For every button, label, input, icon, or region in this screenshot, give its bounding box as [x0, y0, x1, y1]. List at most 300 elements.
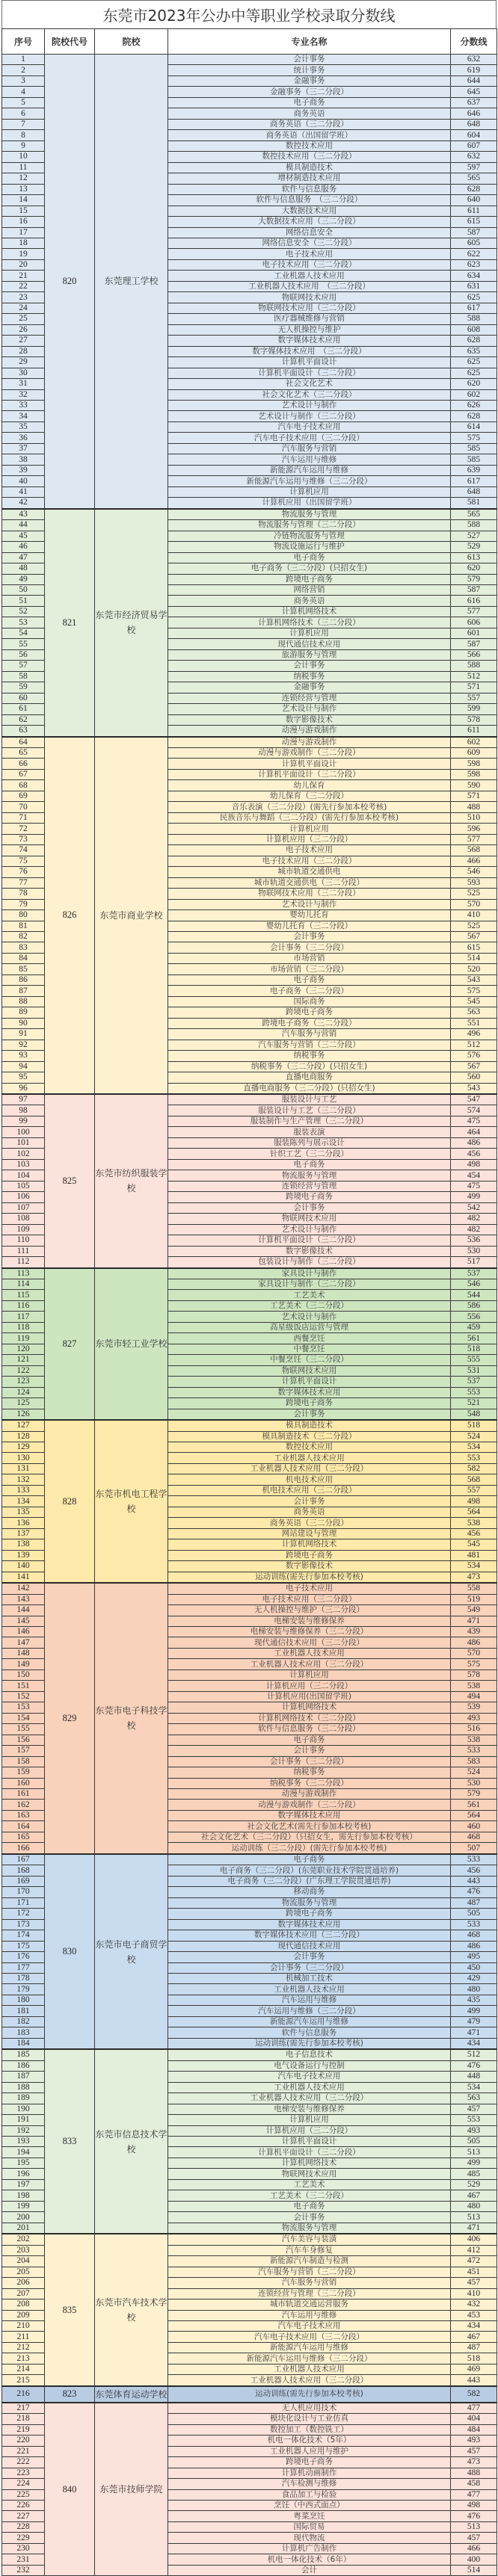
row-seq: 10	[2, 152, 45, 162]
school-code: 828	[45, 1420, 95, 1583]
school-code: 825	[45, 1094, 95, 1268]
score-line: 561	[451, 1333, 497, 1344]
row-seq: 118	[2, 1322, 45, 1332]
row-seq: 217	[2, 2403, 45, 2414]
school-code: 833	[45, 2049, 95, 2234]
row-seq: 117	[2, 1312, 45, 1322]
score-line: 628	[451, 336, 497, 346]
score-line: 482	[451, 1224, 497, 1235]
row-seq: 109	[2, 1224, 45, 1235]
score-line: 443	[451, 2375, 497, 2386]
major-name: 会计事务（三二分段）	[168, 1962, 451, 1973]
score-line: 645	[451, 87, 497, 97]
score-line: 606	[451, 617, 497, 628]
major-name: 计算机平面设计	[168, 357, 451, 368]
score-line: 648	[451, 119, 497, 129]
row-seq: 1	[2, 55, 45, 65]
score-line: 538	[451, 1735, 497, 1745]
score-line: 525	[451, 921, 497, 931]
school-name: 东莞市信息技术学校	[95, 2049, 168, 2234]
row-seq: 138	[2, 1539, 45, 1550]
major-name: 物流服务与管理	[168, 2223, 451, 2234]
major-name: 服装设计与工艺	[168, 1094, 451, 1105]
major-name: 新能源汽车运用与维修	[168, 465, 451, 475]
row-seq: 136	[2, 1518, 45, 1528]
major-name: 跨境电子商务（三二分段）	[168, 1018, 451, 1028]
row-seq: 113	[2, 1268, 45, 1279]
school-name: 东莞市纺织服装学校	[95, 1094, 168, 1268]
major-name: 会计事务	[168, 1409, 451, 1420]
major-name: 旅游服务与管理	[168, 649, 451, 660]
score-line: 412	[451, 2245, 497, 2255]
score-line: 529	[451, 542, 497, 552]
major-name: 计算机应用（三二分段）	[168, 834, 451, 844]
score-line: 482	[451, 1214, 497, 1224]
row-seq: 45	[2, 531, 45, 541]
major-name: 计算机应用（三二分段）	[168, 1681, 451, 1691]
score-line: 484	[451, 2424, 497, 2435]
score-line: 512	[451, 1040, 497, 1050]
row-seq: 105	[2, 1181, 45, 1191]
admission-score-table	[1, 28, 497, 2576]
row-seq: 208	[2, 2299, 45, 2310]
row-seq: 197	[2, 2179, 45, 2190]
score-line: 479	[451, 2016, 497, 2027]
score-line: 599	[451, 704, 497, 714]
row-seq: 31	[2, 379, 45, 389]
major-name: 汽车运用与维修	[168, 2310, 451, 2320]
score-line: 644	[451, 75, 497, 86]
major-name: 工业机器人技术应用（三二分段）	[168, 2093, 451, 2104]
row-seq: 15	[2, 206, 45, 216]
row-seq: 100	[2, 1127, 45, 1137]
score-line: 451	[451, 2267, 497, 2277]
score-line: 466	[451, 856, 497, 866]
score-line: 471	[451, 2223, 497, 2234]
major-name: 社会文化艺术	[168, 379, 451, 389]
table-row	[2, 2234, 497, 2245]
score-line: 620	[451, 563, 497, 574]
row-seq: 119	[2, 1333, 45, 1344]
row-seq: 181	[2, 2006, 45, 2016]
score-line: 476	[451, 1887, 497, 1897]
row-seq: 25	[2, 314, 45, 324]
score-line: 536	[451, 1235, 497, 1246]
table-row	[2, 55, 497, 65]
row-seq: 212	[2, 2342, 45, 2353]
score-line: 464	[451, 1127, 497, 1137]
major-name: 计算机应用	[168, 487, 451, 497]
score-line: 601	[451, 628, 497, 638]
major-name: 幼儿保育	[168, 780, 451, 791]
major-name: 汽车美容与装潢	[168, 2234, 451, 2245]
row-seq: 6	[2, 108, 45, 119]
row-seq: 202	[2, 2234, 45, 2245]
major-name: 物联网技术应用	[168, 292, 451, 303]
row-seq: 140	[2, 1561, 45, 1572]
row-seq: 52	[2, 606, 45, 617]
row-seq: 99	[2, 1116, 45, 1126]
score-line: 558	[451, 1583, 497, 1594]
row-seq: 135	[2, 1507, 45, 1517]
score-line: 471	[451, 1616, 497, 1626]
major-name: 模块化设计与工业仿真	[168, 2414, 451, 2424]
score-line: 434	[451, 2320, 497, 2331]
major-name: 会计事务	[168, 661, 451, 671]
table-header-row	[2, 29, 497, 55]
row-seq: 125	[2, 1398, 45, 1409]
row-seq: 72	[2, 824, 45, 834]
score-line: 534	[451, 1561, 497, 1572]
major-name: 数字影像技术	[168, 714, 451, 725]
row-seq: 213	[2, 2353, 45, 2364]
row-seq: 155	[2, 1724, 45, 1735]
major-name: 计算机网络技术	[168, 606, 451, 617]
major-name: 数字媒体技术应用	[168, 1810, 451, 1820]
score-line: 475	[451, 1181, 497, 1191]
major-name: 商务英语（三二分段）	[168, 119, 451, 129]
major-name: 计算机网络技术	[168, 1539, 451, 1550]
major-name: 服装表演	[168, 1127, 451, 1137]
school-name: 东莞市商业学校	[95, 737, 168, 1094]
major-name: 烹饪（中西式面点）	[168, 2501, 451, 2511]
score-line: 582	[451, 2386, 497, 2403]
row-seq: 162	[2, 1800, 45, 1810]
row-seq: 83	[2, 942, 45, 953]
row-seq: 21	[2, 271, 45, 281]
row-seq: 36	[2, 433, 45, 443]
school-name: 东莞市技师学院	[95, 2403, 168, 2576]
major-name: 电气设备运行与控制	[168, 2060, 451, 2071]
major-name: 动漫与游戏制作	[168, 726, 451, 737]
score-line: 575	[451, 433, 497, 443]
row-seq: 228	[2, 2521, 45, 2532]
score-line: 472	[451, 2256, 497, 2267]
score-line: 631	[451, 281, 497, 291]
major-name: 新能源汽车运用与维修	[168, 2342, 451, 2353]
major-name: 国际商务	[168, 996, 451, 1007]
major-name: 工艺美术	[168, 1290, 451, 1300]
major-name: 工艺美术	[168, 2179, 451, 2190]
row-seq: 9	[2, 140, 45, 151]
score-line: 616	[451, 596, 497, 606]
score-line: 513	[451, 2147, 497, 2158]
row-seq: 27	[2, 336, 45, 346]
major-name: 计算机平面设计	[168, 1377, 451, 1387]
row-seq: 84	[2, 953, 45, 963]
major-name: 汽车运用与维修	[168, 1995, 451, 2005]
major-name: 机电一体化技术（6年）	[168, 2554, 451, 2565]
major-name: 网络信息安全	[168, 227, 451, 238]
score-line: 488	[451, 802, 497, 812]
row-seq: 206	[2, 2278, 45, 2288]
row-seq: 188	[2, 2082, 45, 2092]
major-name: 城市轨道交通运营服务	[168, 2299, 451, 2310]
row-seq: 57	[2, 661, 45, 671]
score-line: 549	[451, 1605, 497, 1616]
row-seq: 195	[2, 2158, 45, 2168]
row-seq: 70	[2, 802, 45, 812]
header-code: 院校代号	[45, 29, 95, 55]
score-line: 539	[451, 1702, 497, 1713]
score-line: 604	[451, 130, 497, 140]
row-seq: 196	[2, 2169, 45, 2179]
row-seq: 114	[2, 1279, 45, 1289]
score-line: 496	[451, 1029, 497, 1040]
score-line: 533	[451, 1854, 497, 1865]
row-seq: 209	[2, 2310, 45, 2320]
row-seq: 158	[2, 1756, 45, 1767]
score-line: 614	[451, 421, 497, 432]
row-seq: 231	[2, 2554, 45, 2565]
row-seq: 42	[2, 498, 45, 509]
row-seq: 26	[2, 324, 45, 335]
major-name: 物联网技术应用	[168, 1214, 451, 1224]
major-name: 物联网技术应用	[168, 2169, 451, 2179]
row-seq: 59	[2, 682, 45, 693]
score-line: 498	[451, 2501, 497, 2511]
row-seq: 192	[2, 2125, 45, 2136]
score-line: 531	[451, 1365, 497, 1376]
major-name: 数控技术应用	[168, 1442, 451, 1453]
row-seq: 189	[2, 2093, 45, 2104]
major-name: 电子技术应用	[168, 1583, 451, 1594]
major-name: 会计事务	[168, 2212, 451, 2223]
score-line: 593	[451, 877, 497, 888]
row-seq: 104	[2, 1170, 45, 1181]
row-seq: 43	[2, 509, 45, 520]
row-seq: 161	[2, 1789, 45, 1800]
major-name: 大数据技术应用	[168, 206, 451, 216]
major-name: 直播电商服务（三二分段）(只招女生)	[168, 1083, 451, 1094]
score-line: 570	[451, 1648, 497, 1658]
score-line: 404	[451, 2414, 497, 2424]
major-name: 汽车车身修复	[168, 2245, 451, 2255]
row-seq: 8	[2, 130, 45, 140]
score-line: 457	[451, 2104, 497, 2114]
score-line: 476	[451, 2060, 497, 2071]
row-seq: 145	[2, 1616, 45, 1626]
school-name: 东莞市机电工程学校	[95, 1420, 168, 1583]
score-line: 598	[451, 759, 497, 769]
score-line: 494	[451, 1691, 497, 1702]
score-line: 544	[451, 1290, 497, 1300]
major-name: 中餐烹饪	[168, 1344, 451, 1354]
major-name: 高星级饭店运营与管理	[168, 1322, 451, 1332]
score-line: 516	[451, 1724, 497, 1735]
score-line: 574	[451, 1105, 497, 1116]
major-name: 数字媒体技术应用	[168, 1919, 451, 1930]
score-line: 602	[451, 389, 497, 400]
school-name: 东莞理工学校	[95, 55, 168, 509]
row-seq: 116	[2, 1300, 45, 1311]
row-seq: 133	[2, 1485, 45, 1495]
score-line: 566	[451, 649, 497, 660]
score-line: 477	[451, 2489, 497, 2500]
row-seq: 30	[2, 368, 45, 378]
major-name: 金融事务（三二分段）	[168, 87, 451, 97]
score-line: 605	[451, 238, 497, 248]
score-line: 469	[451, 2364, 497, 2374]
score-line: 543	[451, 975, 497, 985]
row-seq: 187	[2, 2072, 45, 2082]
score-line: 410	[451, 2288, 497, 2299]
major-name: 艺术设计与制作	[168, 899, 451, 909]
major-name: 数字媒体技术应用	[168, 336, 451, 346]
row-seq: 147	[2, 1637, 45, 1648]
table-row	[2, 1583, 497, 1594]
major-name: 物流服务与管理	[168, 509, 451, 520]
major-name: 家具设计与制作（三二分段）	[168, 1279, 451, 1289]
school-name: 东莞市电子商贸学校	[95, 1854, 168, 2049]
row-seq: 139	[2, 1550, 45, 1560]
row-seq: 221	[2, 2446, 45, 2456]
score-line: 524	[451, 1431, 497, 1442]
row-seq: 123	[2, 1377, 45, 1387]
major-name: 艺术设计与制作	[168, 704, 451, 714]
row-seq: 223	[2, 2468, 45, 2478]
major-name: 网络营销	[168, 584, 451, 595]
row-seq: 47	[2, 552, 45, 563]
row-seq: 131	[2, 1463, 45, 1474]
table-body	[2, 55, 497, 2576]
row-seq: 39	[2, 465, 45, 475]
score-line: 602	[451, 737, 497, 748]
score-line: 547	[451, 1094, 497, 1105]
score-line: 499	[451, 2158, 497, 2168]
score-line: 530	[451, 1246, 497, 1256]
score-line: 517	[451, 1257, 497, 1268]
major-name: 汽车电子技术应用（三二分段）	[168, 433, 451, 443]
table-row	[2, 2386, 497, 2403]
score-line: 538	[451, 1681, 497, 1691]
score-line: 637	[451, 97, 497, 108]
score-line: 439	[451, 1626, 497, 1637]
row-seq: 5	[2, 97, 45, 108]
score-line: 575	[451, 1659, 497, 1670]
row-seq: 154	[2, 1713, 45, 1723]
row-seq: 232	[2, 2565, 45, 2575]
row-seq: 130	[2, 1453, 45, 1463]
row-seq: 129	[2, 1442, 45, 1453]
score-line: 457	[451, 2278, 497, 2288]
score-line: 565	[451, 509, 497, 520]
score-line: 575	[451, 986, 497, 996]
score-line: 588	[451, 314, 497, 324]
school-code: 820	[45, 55, 95, 509]
row-seq: 81	[2, 921, 45, 931]
major-name: 计算机应用（三二分段）	[168, 2125, 451, 2136]
major-name: 新能源汽车运用与维修（三二分段）	[168, 2353, 451, 2364]
major-name: 数控技术应用	[168, 140, 451, 151]
score-line: 579	[451, 574, 497, 584]
school-code: 823	[45, 2386, 95, 2403]
major-name: 纳税事务（三二分段）	[168, 1778, 451, 1788]
major-name: 汽车电子技术应用	[168, 2320, 451, 2331]
row-seq: 14	[2, 195, 45, 206]
score-line: 495	[451, 1952, 497, 1962]
row-seq: 124	[2, 1387, 45, 1397]
score-line: 628	[451, 184, 497, 194]
score-line: 564	[451, 1507, 497, 1517]
major-name: 机械加工技术	[168, 1973, 451, 1983]
row-seq: 54	[2, 628, 45, 638]
row-seq: 98	[2, 1105, 45, 1116]
major-name: 社会文化艺术(需先行参加本校考核)	[168, 1821, 451, 1832]
major-name: 计算机平面设计（三二分段）	[168, 769, 451, 779]
major-name: 工业机器人技术应用（三二分段）	[168, 1463, 451, 1474]
major-name: 计算机应用	[168, 2115, 451, 2125]
major-name: 电子商务（三二分段）	[168, 986, 451, 996]
major-name: 社会文化艺术（三二分段）	[168, 389, 451, 400]
score-line: 488	[451, 2468, 497, 2478]
row-seq: 204	[2, 2256, 45, 2267]
major-name: 工业机器人技术应用（三二分段）	[168, 1659, 451, 1670]
row-seq: 40	[2, 476, 45, 487]
score-line: 493	[451, 2125, 497, 2136]
major-name: 电子商务	[168, 1854, 451, 1865]
score-line: 512	[451, 671, 497, 682]
major-name: 电子技术应用	[168, 249, 451, 259]
row-seq: 96	[2, 1083, 45, 1094]
score-line: 583	[451, 1756, 497, 1767]
row-seq: 144	[2, 1605, 45, 1616]
major-name: 计算机平面设计（三二分段）	[168, 2147, 451, 2158]
major-name: 模具制造技术	[168, 1420, 451, 1431]
score-line: 613	[451, 552, 497, 563]
row-seq: 126	[2, 1409, 45, 1420]
score-line: 467	[451, 2190, 497, 2201]
score-line: 578	[451, 714, 497, 725]
score-line: 597	[451, 162, 497, 173]
table-row	[2, 737, 497, 748]
major-name: 婴幼儿托育（三二分段）	[168, 921, 451, 931]
score-line: 521	[451, 1398, 497, 1409]
major-name: 电子商务	[168, 552, 451, 563]
major-name: 大数据技术应用（三二分段）	[168, 217, 451, 227]
score-line: 513	[451, 2212, 497, 2223]
row-seq: 122	[2, 1365, 45, 1376]
row-seq: 112	[2, 1257, 45, 1268]
major-name: 动漫与游戏制作（三二分段）	[168, 748, 451, 759]
major-name: 运动训练（三二分段）(需先行参加本校考核)	[168, 1843, 451, 1854]
score-line: 596	[451, 824, 497, 834]
major-name: 连锁经营与管理	[168, 693, 451, 703]
score-line: 406	[451, 2234, 497, 2245]
major-name: 动漫与游戏制作	[168, 737, 451, 748]
major-name: 工艺美术（三二分段）	[168, 2190, 451, 2201]
major-name: 计算机应用(出国留学班)	[168, 1691, 451, 1702]
row-seq: 79	[2, 899, 45, 909]
major-name: 电子信息技术	[168, 2049, 451, 2060]
row-seq: 51	[2, 596, 45, 606]
score-line: 553	[451, 1453, 497, 1463]
score-line: 585	[451, 454, 497, 465]
major-name: 新能源汽车制造与检测	[168, 2256, 451, 2267]
row-seq: 211	[2, 2332, 45, 2342]
major-name: 数控技术应用（三二分段）	[168, 152, 451, 162]
row-seq: 76	[2, 867, 45, 877]
major-name: 软件与信息服务（三二分段）	[168, 1724, 451, 1735]
score-line: 448	[451, 2072, 497, 2082]
score-line: 571	[451, 791, 497, 801]
major-name: 汽车电子技术应用	[168, 421, 451, 432]
major-name: 城市轨道交通供电（三二分段）	[168, 877, 451, 888]
row-seq: 157	[2, 1746, 45, 1756]
major-name: 城市轨道交通供电	[168, 867, 451, 877]
score-line: 410	[451, 910, 497, 921]
score-line: 435	[451, 1995, 497, 2005]
